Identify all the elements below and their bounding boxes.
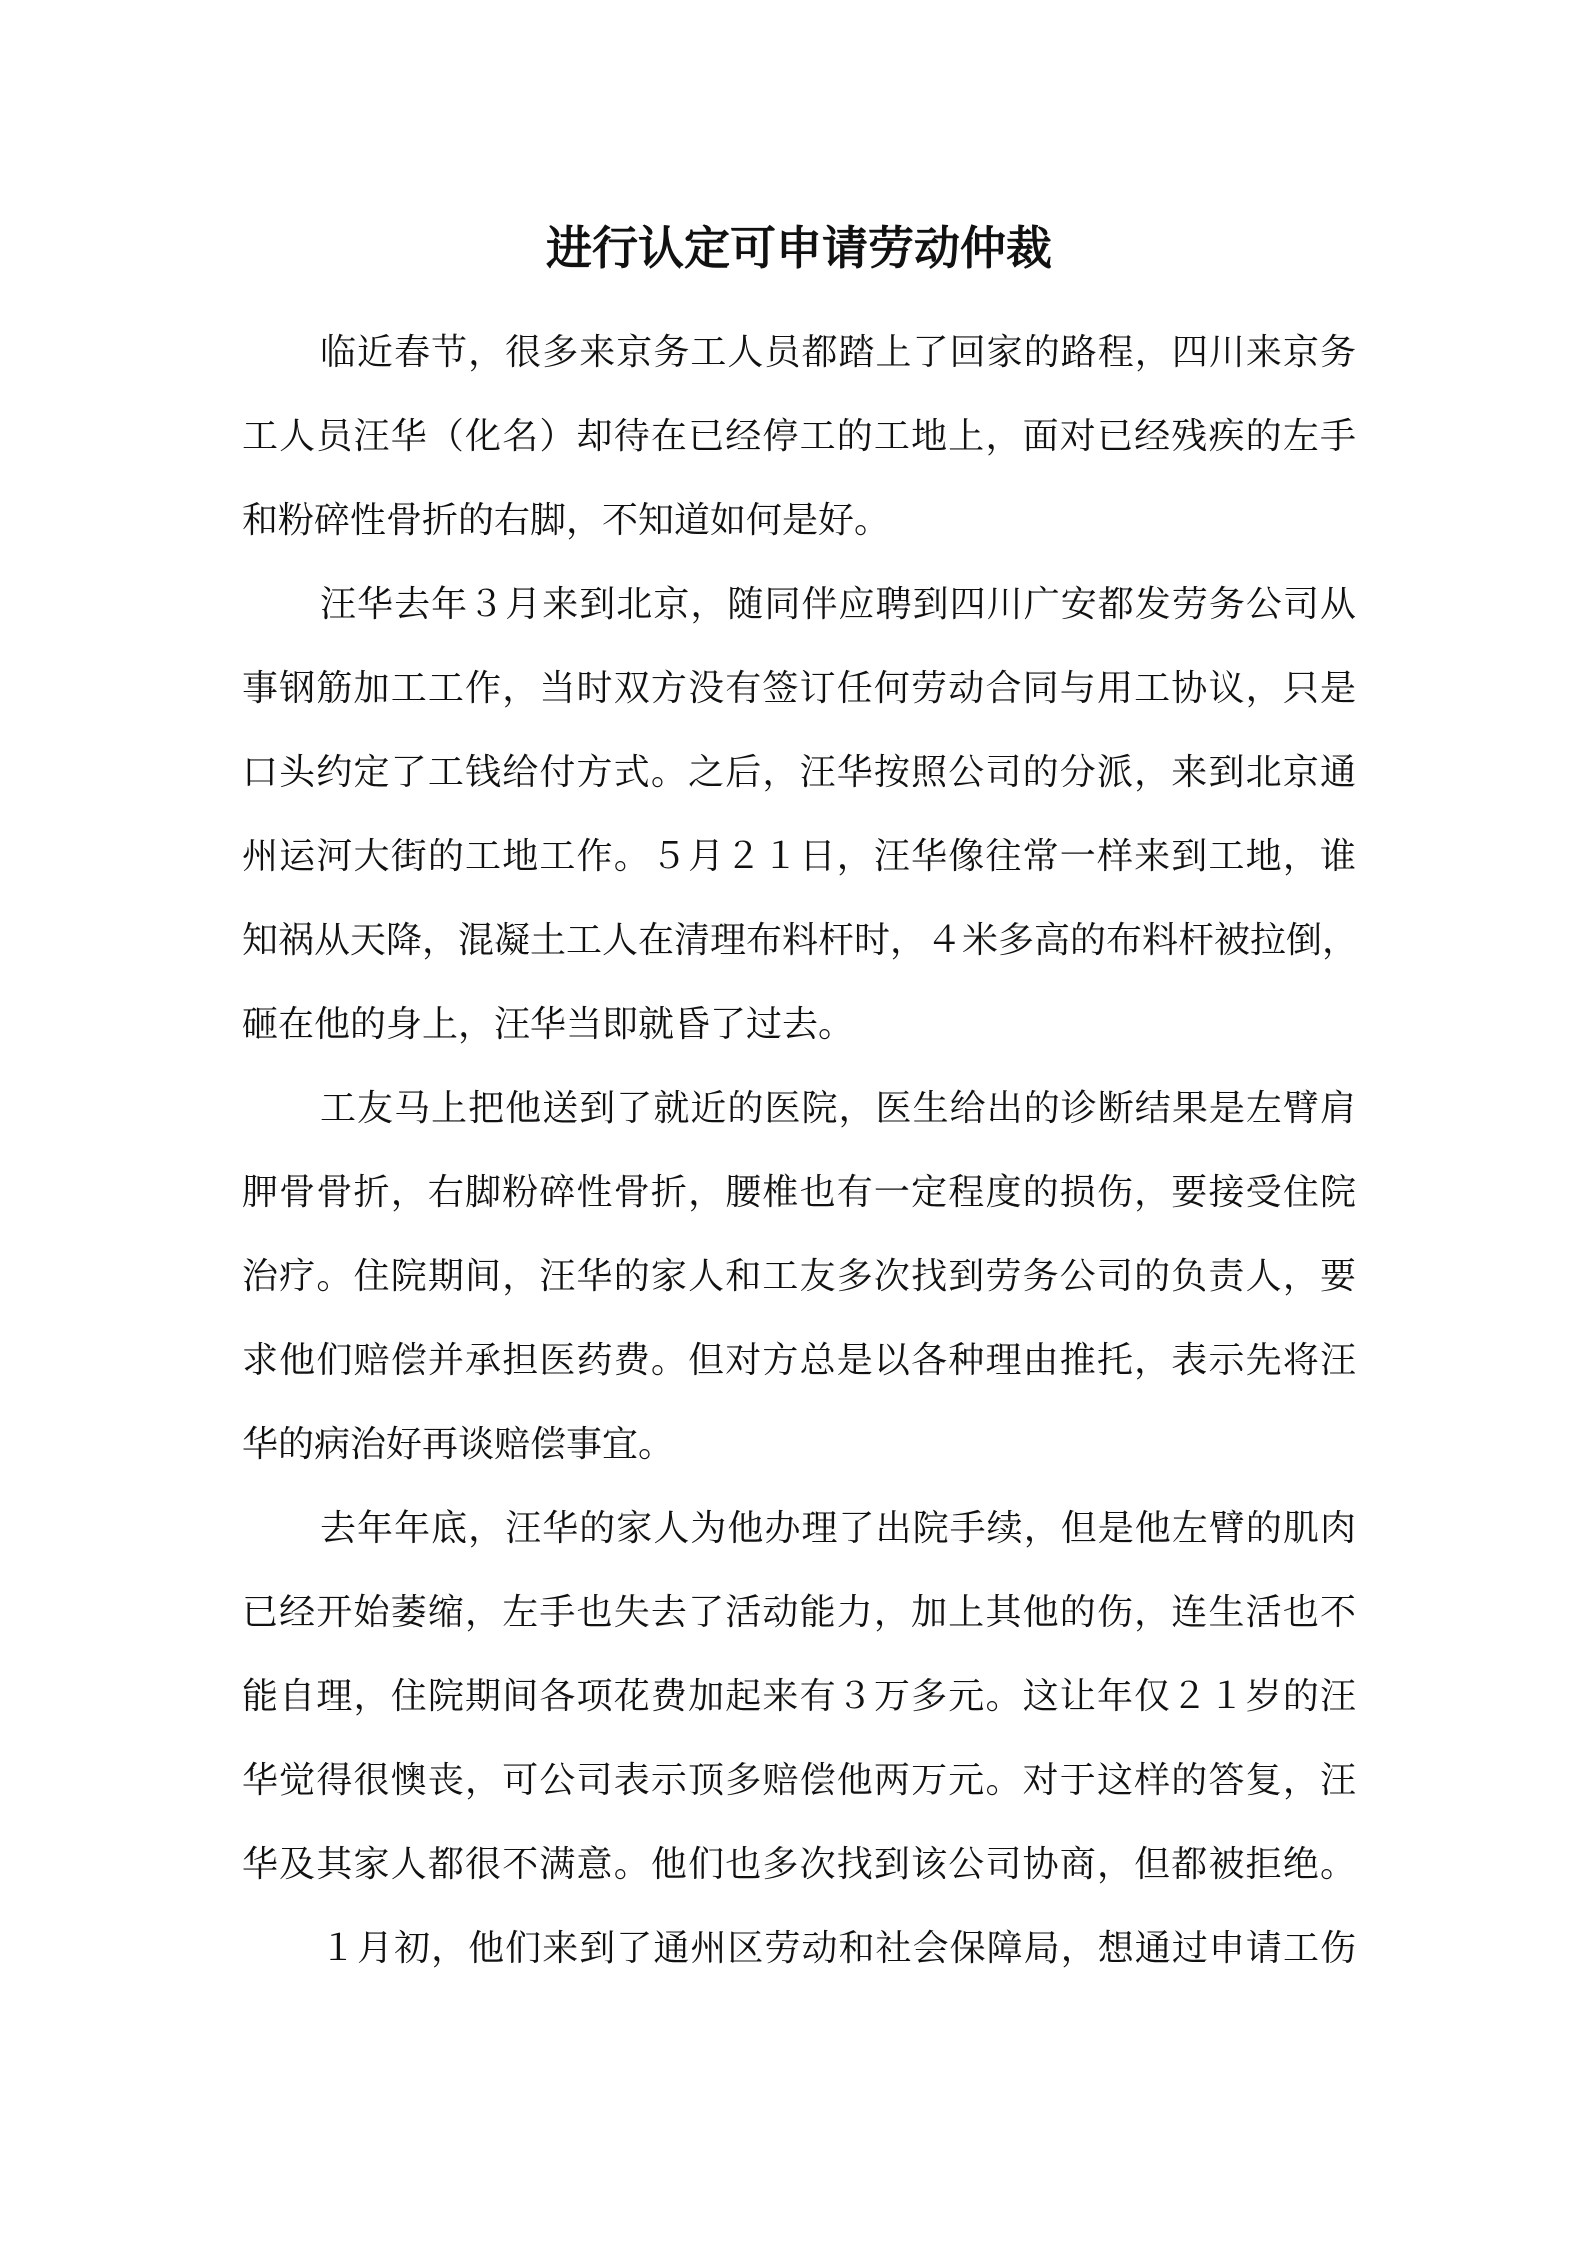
paragraph-2 — [242, 563, 1359, 1067]
text-line: 求他们赔偿并承担医药费。但对方总是以各种理由推托，表示先将汪 — [242, 1340, 1356, 1381]
text-line: 华及其家人都很不满意。他们也多次找到该公司协商，但都被拒绝。 — [242, 1844, 1356, 1885]
text-line: 事钢筋加工工作，当时双方没有签订任何劳动合同与用工协议，只是 — [242, 668, 1356, 709]
document-body — [242, 311, 1359, 1991]
text-line: 治疗。住院期间，汪华的家人和工友多次找到劳务公司的负责人，要 — [242, 1256, 1356, 1297]
text-line: 工友马上把他送到了就近的医院，医生给出的诊断结果是左臂肩 — [320, 1088, 1356, 1129]
text-line: １月初，他们来到了通州区劳动和社会保障局，想通过申请工伤 — [320, 1928, 1356, 1969]
text-line: 工人员汪华（化名）却待在已经停工的工地上，面对已经残疾的左手 — [242, 416, 1356, 457]
paragraph-4 — [242, 1487, 1356, 1907]
document-title: 进行认定可申请劳动仲裁 — [546, 221, 1052, 275]
text-line: 华的病治好再谈赔偿事宜。 — [242, 1424, 675, 1465]
paragraph-5 — [242, 1907, 1356, 1991]
text-line: 临近春节，很多来京务工人员都踏上了回家的路程，四川来京务 — [320, 332, 1356, 373]
text-line: 和粉碎性骨折的右脚，不知道如何是好。 — [242, 500, 891, 541]
paragraph-3 — [242, 1067, 1356, 1487]
paragraph-1 — [242, 311, 1356, 563]
text-line: 州运河大街的工地工作。５月２１日，汪华像往常一样来到工地，谁 — [242, 836, 1356, 877]
text-line: 华觉得很懊丧，可公司表示顶多赔偿他两万元。对于这样的答复，汪 — [242, 1760, 1356, 1801]
text-line: 能自理，住院期间各项花费加起来有３万多元。这让年仅２１岁的汪 — [242, 1676, 1356, 1717]
text-line: 砸在他的身上，汪华当即就昏了过去。 — [242, 1004, 855, 1045]
text-line: 知祸从天降，混凝土工人在清理布料杆时，４米多高的布料杆被拉倒， — [242, 920, 1359, 961]
text-line: 胛骨骨折，右脚粉碎性骨折，腰椎也有一定程度的损伤，要接受住院 — [242, 1172, 1356, 1213]
text-line: 口头约定了工钱给付方式。之后，汪华按照公司的分派，来到北京通 — [242, 752, 1356, 793]
text-line: 已经开始萎缩，左手也失去了活动能力，加上其他的伤，连生活也不 — [242, 1592, 1356, 1633]
text-line: 汪华去年３月来到北京，随同伴应聘到四川广安都发劳务公司从 — [320, 584, 1356, 625]
text-line: 去年年底，汪华的家人为他办理了出院手续，但是他左臂的肌肉 — [320, 1508, 1356, 1549]
